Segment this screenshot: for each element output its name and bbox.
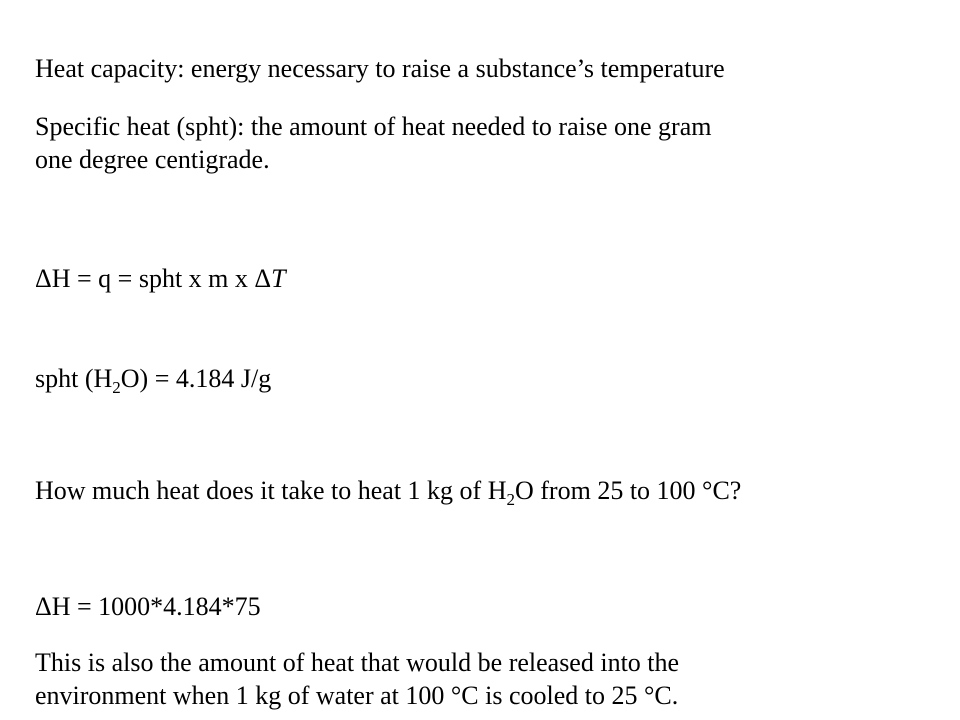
water-specific-heat-prefix: spht (H (35, 364, 113, 393)
question-water-subscript: 2 (506, 490, 515, 509)
heat-question-suffix: O from 25 to 100 °C? (515, 476, 742, 505)
conclusion-line-1: This is also the amount of heat that would be released into the (35, 648, 680, 677)
water-specific-heat (35, 362, 271, 395)
conclusion-line-2: environment when 1 kg of water at 100 °C is cooled to 25 °C. (35, 681, 679, 710)
water-subscript: 2 (112, 378, 121, 397)
specific-heat-definition (35, 110, 915, 176)
heat-capacity-definition: Heat capacity: energy necessary to raise a substance’s temperature (35, 54, 725, 83)
heat-equation-lhs: ΔH = q = spht x m x Δ (35, 264, 272, 293)
heat-question (35, 474, 741, 507)
heat-answer: ΔH = 1000*4.184*75 (35, 592, 261, 621)
heat-equation (35, 262, 286, 295)
specific-heat-line-1: Specific heat (spht): the amount of heat needed to raise one gram (35, 112, 712, 141)
specific-heat-line-2: one degree centigrade. (35, 145, 270, 174)
conclusion (35, 646, 915, 712)
water-specific-heat-suffix: O) = 4.184 J/g (120, 364, 272, 393)
temperature-symbol: T (271, 264, 286, 293)
heat-question-prefix: How much heat does it take to heat 1 kg of H (35, 476, 507, 505)
